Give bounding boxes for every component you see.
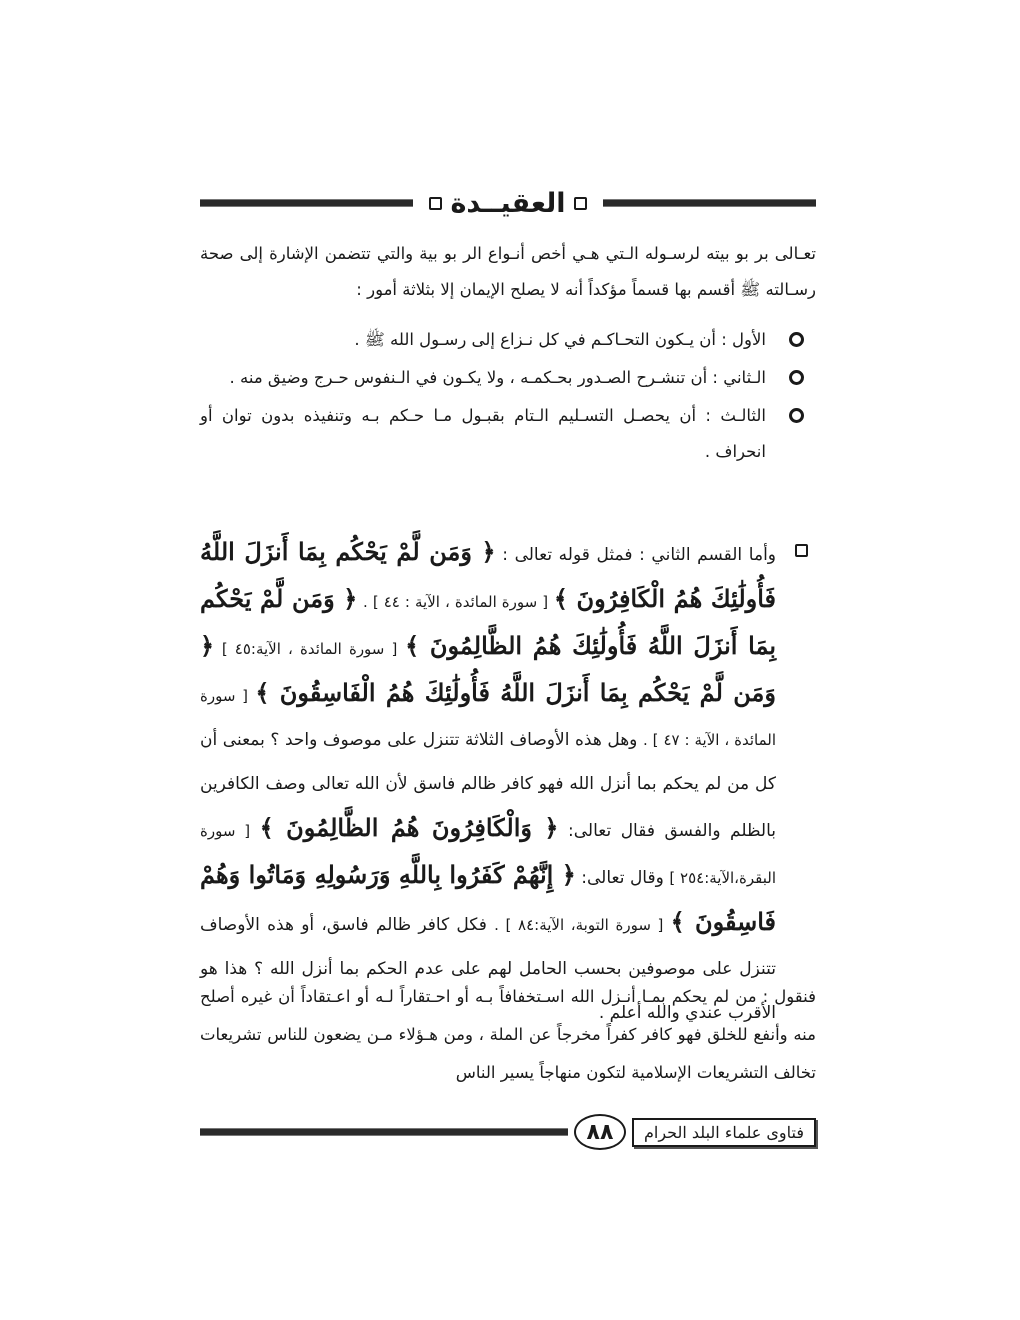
- circle-bullet-icon: [789, 332, 804, 347]
- page-header: [200, 186, 816, 220]
- verse-reference: [ سورة المائدة ، الآية:٤٥ ]: [221, 640, 398, 658]
- section-two-paragraph: [200, 530, 776, 1035]
- square-bullet-icon: [574, 197, 587, 210]
- quran-verse: ﴿ إِنَّهُمْ كَفَرُوا بِاللَّهِ وَرَسُولِهِ وَمَاتُوا وَهُمْ فَاسِقُونَ ﴾: [200, 860, 777, 936]
- verse-reference: [ سورة التوبة، الآية:٨٤ ] .: [494, 916, 664, 934]
- verse-reference: [ سورة المائدة ، الآية : ٤٤ ] .: [363, 593, 549, 611]
- quran-verse: ﴿ وَمَن لَّمْ يَحْكُم بِمَا أَنزَلَ اللَّهُ فَأُولَٰئِكَ هُمُ الْفَاسِقُونَ ﴾: [200, 631, 777, 707]
- quran-verse: ﴿ وَالْكَافِرُونَ هُمُ الظَّالِمُونَ ﴾: [259, 813, 559, 842]
- conditions-list: [200, 322, 766, 472]
- verse-reference: [ سورة البقرة،الآية:٢٥٤ ]: [200, 822, 777, 887]
- page-footer: [200, 1110, 816, 1154]
- list-item-text: الأول : أن يـكون التحـاكـم في كل نـزاع إلى رسـول الله ﷺ .: [354, 330, 766, 349]
- list-item: [200, 398, 766, 470]
- section-lead: وأما القسم الثاني : فمثل قوله تعالى :: [502, 545, 776, 565]
- list-item-text: الـثاني : أن تنشـرح الصـدور بحـكمـه ، ولا يكـون في الـنفوس حـرج وضيق منه .: [229, 368, 766, 387]
- section-middle-text: وقال تعالى:: [581, 868, 664, 888]
- list-item: [200, 360, 766, 396]
- square-bullet-icon: [795, 544, 808, 557]
- section-middle-text: وهل هذه الأوصاف الثلاثة تتنزل على موصوف واحد ؟ بمعنى أن كل من لم يحكم بما أنزل الله فهو كافر ظالم فاسق لأن الله تعالى وصف الكافرين بالظلم والفسق فقال تعالى:: [200, 730, 777, 841]
- list-item-text: الثالـث : أن يحصـل التسـليم الـتام بقبـول مـا حـكم بـه وتنفيذه بدون توان أو انحراف .: [200, 406, 766, 461]
- list-item: [200, 322, 766, 358]
- circle-bullet-icon: [789, 408, 804, 423]
- verse-reference: [ سورة المائدة ، الآية : ٤٧ ] .: [200, 687, 777, 749]
- quran-verse: ﴿ وَمَن لَّمْ يَحْكُم بِمَا أَنزَلَ اللَّهُ فَأُولَٰئِكَ هُمُ الْكَافِرُونَ ﴾: [200, 537, 777, 613]
- header-rule-right: [603, 199, 816, 207]
- square-bullet-icon: [429, 197, 442, 210]
- header-rule-left: [200, 199, 413, 207]
- chapter-title: العقيــدة: [450, 187, 566, 219]
- page-number: ٨٨: [574, 1114, 626, 1150]
- header-title-box: [413, 188, 602, 219]
- final-paragraph: فنقول : من لم يحكم بمـا أنـزل الله اسـتخفافاً بـه أو احـتقاراً لـه أو اعـتقاداً أن غيره أصلح منه وأنفع للخلق فهو كافر كفراً مخرجاً عن الملة ، ومن هـؤلاء مـن يضعون للناس تشريعات تخالف التشريعات الإسلامية لتكون منهاجاً يسير الناس: [200, 987, 816, 1082]
- circle-bullet-icon: [789, 370, 804, 385]
- book-title: فتاوى علماء البلد الحرام: [632, 1118, 816, 1147]
- section-end-text: فكل كافر ظالم فاسق، أو هذه الأوصاف تتنزل على موصوفين بحسب الحامل لهم على عدم الحكم بما أنزل الله ؟ هذا هو الأقرب عندي والله أعلم .: [200, 915, 776, 1023]
- intro-paragraph: تعـالى بر بو بيته لرسـوله الـتي هـي أخص أنـواع الر بو بية والتي تتضمن الإشارة إلى صحة رسـالته ﷺ أقسم بها قسماً مؤكداً أنه لا يصلح الإيمان إلا بثلاثة أمور :: [200, 244, 816, 299]
- footer-rule: [200, 1128, 568, 1136]
- quran-verse: ﴿ وَمَن لَّمْ يَحْكُم بِمَا أَنزَلَ اللَّهُ فَأُولَٰئِكَ هُمُ الظَّالِمُونَ ﴾: [200, 584, 777, 660]
